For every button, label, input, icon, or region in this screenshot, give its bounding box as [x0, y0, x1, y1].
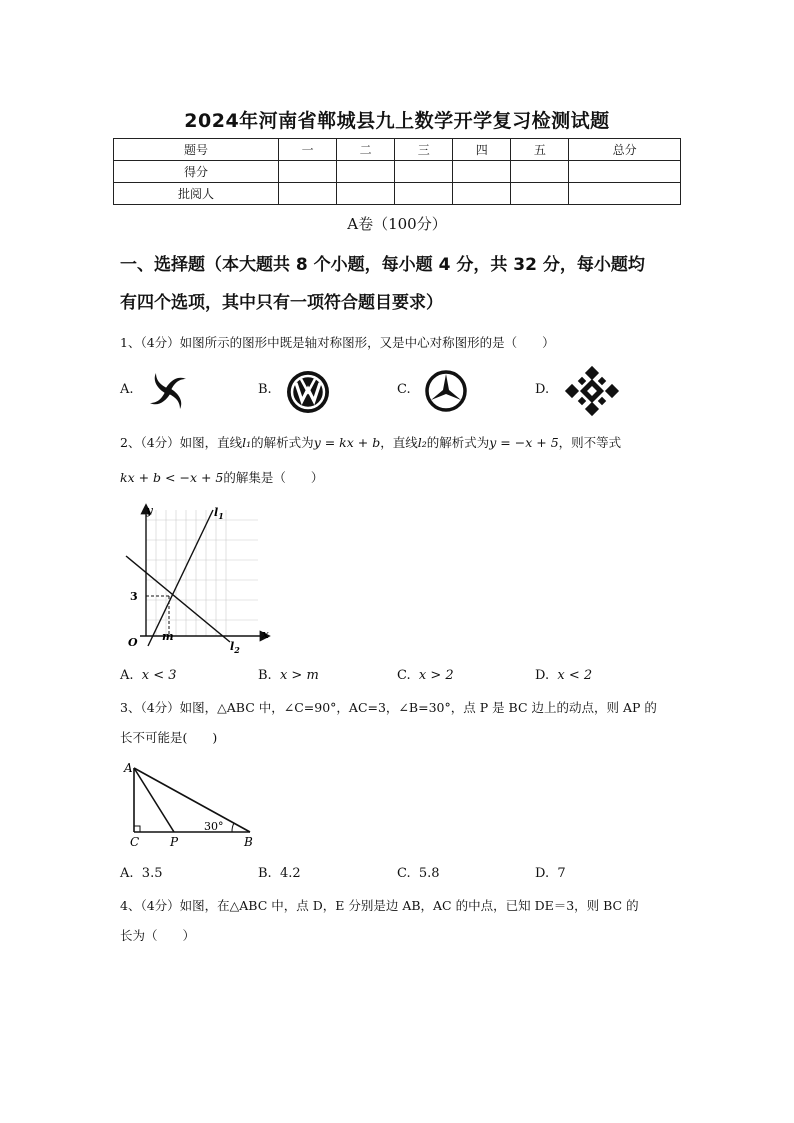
option-value: 3.5	[141, 866, 163, 881]
q2-expr2: y = −x + 5	[489, 435, 559, 450]
option-label: B.	[258, 866, 272, 881]
graph-3-label: 3	[130, 590, 138, 603]
question-3-line2: 长不可能是( )	[120, 730, 218, 745]
score-table-header-row	[114, 139, 681, 161]
vertex-c-label: C	[130, 835, 140, 849]
q2-l2: l₂	[417, 435, 427, 450]
table-cell	[511, 183, 569, 205]
part-heading-line2: 有四个选项，其中只有一项符合题目要求）	[120, 293, 443, 313]
section-heading: A卷（100分）	[347, 215, 447, 233]
q2-text: ，直线	[380, 435, 418, 450]
table-cell	[279, 183, 337, 205]
table-cell: 总分	[569, 139, 681, 161]
question-4-line1: 4、（4分）如图，在△ABC 中，点 D，E 分别是边 AB，AC 的中点，已知 DE＝3，则 BC 的	[120, 898, 639, 913]
q2-expr1: y = kx + b	[313, 435, 381, 450]
angle-label: 30°	[204, 820, 224, 833]
table-cell	[569, 161, 681, 183]
option-label: A.	[120, 668, 134, 683]
table-cell: 四	[453, 139, 511, 161]
graph-x-label: x	[262, 628, 269, 641]
question-2-line2	[120, 468, 680, 488]
q1-option-c-label: C.	[397, 382, 411, 397]
question-1-text: 1、（4分）如图所示的图形中既是轴对称图形，又是中心对称图形的是（ ）	[120, 335, 555, 350]
option-value: 4.2	[279, 866, 301, 881]
q2-text: ，则不等式	[558, 435, 622, 450]
table-cell: 一	[279, 139, 337, 161]
option-value: 5.8	[418, 866, 440, 881]
table-cell	[453, 161, 511, 183]
q1-option-d-label: D.	[535, 382, 550, 397]
diamond-cross-icon	[563, 364, 621, 418]
q3-triangle-figure	[118, 758, 268, 854]
part-heading-line1: 一、选择题（本大题共 8 个小题，每小题 4 分，共 32 分，每小题均	[120, 255, 645, 275]
q2-text: 的解集是（ ）	[223, 470, 324, 485]
q3-option-a	[120, 866, 162, 881]
option-label: C.	[397, 668, 411, 683]
option-label: D.	[535, 866, 550, 881]
table-cell: 三	[395, 139, 453, 161]
option-label: C.	[397, 866, 411, 881]
question-3-line1: 3、（4分）如图，△ABC 中，∠C=90°，AC=3，∠B=30°，点 P 是 BC 边上的动点，则 AP 的	[120, 700, 657, 715]
question-4-line2: 长为（ ）	[120, 928, 196, 943]
table-cell: 二	[337, 139, 395, 161]
table-cell	[395, 161, 453, 183]
q2-text: 的解析式为	[251, 435, 314, 450]
table-cell	[453, 183, 511, 205]
q3-option-b	[258, 866, 301, 881]
q2-option-d	[535, 668, 592, 683]
graph-origin-label: O	[128, 636, 138, 649]
q2-option-b	[258, 668, 319, 683]
graph-m-label: m	[162, 630, 174, 643]
table-row	[114, 161, 681, 183]
table-cell	[569, 183, 681, 205]
table-cell: 五	[511, 139, 569, 161]
option-value: x > 2	[418, 668, 454, 683]
q2-option-a	[120, 668, 177, 683]
three-pointed-star-logo-icon	[423, 369, 469, 413]
option-value: x > m	[279, 668, 319, 683]
graph-l2-label	[230, 640, 240, 655]
table-cell	[337, 183, 395, 205]
point-p-label: P	[170, 835, 179, 849]
vertex-a-label: A	[124, 761, 133, 775]
q2-text: 2、（4分）如图，直线	[120, 435, 243, 450]
table-cell	[395, 183, 453, 205]
option-label: D.	[535, 668, 550, 683]
graph-l1-subscript: 1	[218, 511, 224, 521]
option-value: x < 2	[557, 668, 593, 683]
q2-graph	[118, 500, 278, 660]
pinwheel-icon	[146, 370, 190, 412]
table-row	[114, 183, 681, 205]
graph-y-label: y	[146, 504, 153, 517]
table-cell: 批阅人	[114, 183, 279, 205]
q3-option-d	[535, 866, 566, 881]
table-cell: 得分	[114, 161, 279, 183]
vw-logo-icon	[284, 370, 332, 414]
q3-option-c	[397, 866, 440, 881]
option-label: A.	[120, 866, 134, 881]
table-cell	[511, 161, 569, 183]
q1-option-b-label: B.	[258, 382, 272, 397]
q2-text: 的解析式为	[426, 435, 490, 450]
q2-option-c	[397, 668, 454, 683]
table-cell	[279, 161, 337, 183]
option-value: 7	[557, 866, 566, 881]
option-value: x < 3	[141, 668, 177, 683]
graph-l2-letter: l	[230, 640, 235, 653]
vertex-b-label: B	[244, 835, 253, 849]
table-cell	[337, 161, 395, 183]
question-2-line1	[120, 433, 680, 453]
q1-option-a-label: A.	[120, 382, 134, 397]
graph-l1-letter: l	[214, 506, 219, 519]
option-label: B.	[258, 668, 272, 683]
graph-l2-subscript: 2	[234, 645, 240, 655]
score-table	[113, 138, 681, 205]
graph-l1-label	[214, 506, 224, 521]
table-cell: 题号	[114, 139, 279, 161]
q2-l1: l₁	[242, 435, 252, 450]
q2-inequality: kx + b < −x + 5	[120, 470, 224, 485]
page-title: 2024年河南省郸城县九上数学开学复习检测试题	[184, 110, 610, 132]
